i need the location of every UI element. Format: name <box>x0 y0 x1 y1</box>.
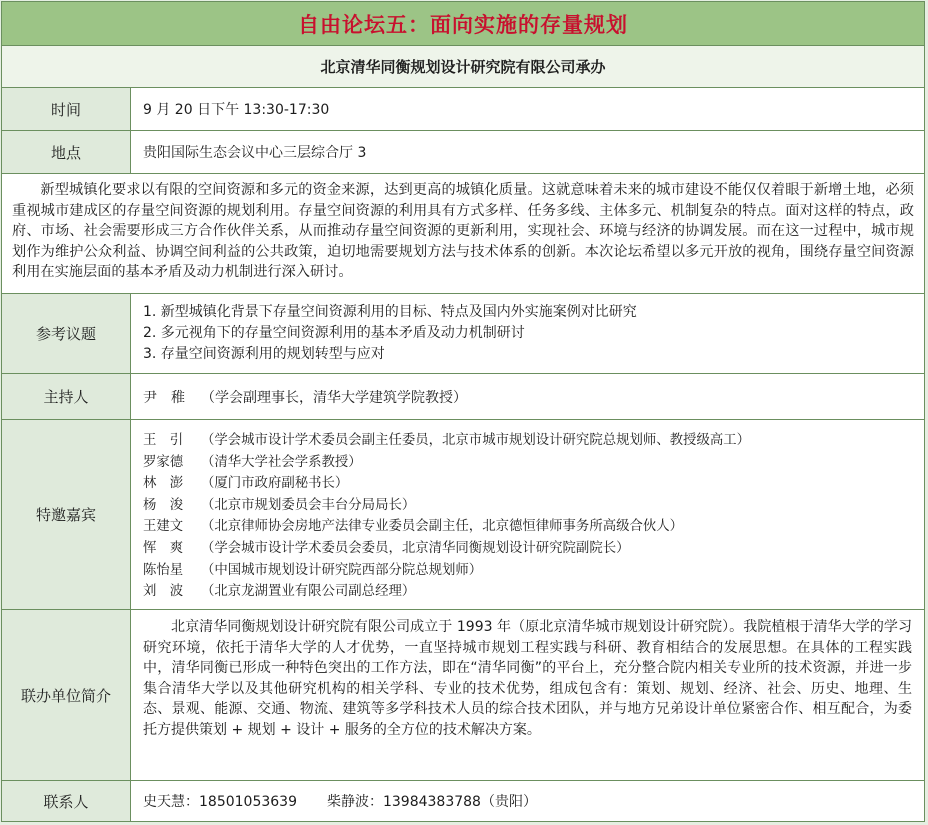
guest-role: （北京龙湖置业有限公司副总经理） <box>201 584 416 600</box>
guest-name: 杨 浚 <box>143 497 184 513</box>
guest-item <box>143 581 912 603</box>
host-role: （学会副理事长，清华大学建筑学院教授） <box>201 389 467 406</box>
guest-name: 王 引 <box>143 433 184 448</box>
guest-item <box>143 516 912 538</box>
intro-row <box>2 610 924 781</box>
host-name: 尹 稚 <box>143 389 185 406</box>
time-row <box>2 88 924 131</box>
venue-value: 贵阳国际生态会议中心三层综合厅 3 <box>131 131 924 173</box>
guest-role: （北京律师协会房地产法律专业委员会副主任，北京德恒律师事务所高级合伙人） <box>201 519 684 535</box>
guest-name: 陈怡星 <box>143 562 184 578</box>
guests-list <box>131 420 924 609</box>
contact-row <box>2 781 924 821</box>
intro-label: 联办单位简介 <box>2 610 131 780</box>
guests-row <box>2 420 924 610</box>
guest-item <box>143 495 912 517</box>
guest-item <box>143 560 912 582</box>
guest-role: （厦门市政府副秘书长） <box>201 476 349 492</box>
topic-item: 1. 新型城镇化背景下存量空间资源利用的目标、特点及国内外实施案例对比研究 <box>143 304 637 320</box>
guest-role: （学会城市设计学术委员会委员，北京清华同衡规划设计研究院副院长） <box>201 540 630 556</box>
forum-title: 自由论坛五：面向实施的存量规划 <box>2 2 924 46</box>
guest-name: 罗家德 <box>143 454 184 470</box>
topics-list <box>131 294 924 373</box>
topics-row <box>2 294 924 374</box>
host-value <box>131 374 924 419</box>
guests-label: 特邀嘉宾 <box>2 420 131 609</box>
contact-person-2: 柴静波：13984383788（贵阳） <box>326 794 537 810</box>
topic-item: 3. 存量空间资源利用的规划转型与应对 <box>143 346 385 362</box>
guest-role: （中国城市规划设计研究院西部分院总规划师） <box>201 562 483 578</box>
contact-value <box>131 781 924 821</box>
forum-description: 新型城镇化要求以有限的空间资源和多元的资金来源，达到更高的城镇化质量。这就意味着未来的城市建设不能仅仅着眼于新增土地，必须重视城市建成区的存量空间资源的规划利用。存量空间资源的利用具有方式多样、任务多线、主体多元、机制复杂的特点。面对这样的特点，政府、市场、社会需要形成三方合作伙伴关系，从而推动存量空间资源的更新利用，实现社会、环境与经济的协调发展。而在这一过程中，城市规划作为维护公众利益、协调空间利益的公共政策，迫切地需要规划方法与技术体系的创新。本次论坛希望以多元开放的视角，围绕存量空间资源利用在实施层面的基本矛盾及动力机制进行深入研讨。 <box>2 174 924 294</box>
guest-role: （学会城市设计学术委员会副主任委员，北京市城市规划设计研究院总规划师、教授级高工） <box>201 433 751 448</box>
guest-name: 王建文 <box>143 519 184 535</box>
time-label: 时间 <box>2 88 131 130</box>
host-label: 主持人 <box>2 374 131 419</box>
topic-item: 2. 多元视角下的存量空间资源利用的基本矛盾及动力机制研讨 <box>143 325 525 341</box>
venue-label: 地点 <box>2 131 131 173</box>
time-value: 9 月 20 日下午 13:30-17:30 <box>131 88 924 130</box>
guest-role: （清华大学社会学系教授） <box>201 454 362 470</box>
topics-label: 参考议题 <box>2 294 131 373</box>
guest-item <box>143 452 912 474</box>
guest-item <box>143 538 912 560</box>
contact-person-1: 史天慧：18501053639 <box>143 794 297 810</box>
host-row <box>2 374 924 420</box>
guest-item <box>143 473 912 495</box>
guest-name: 刘 波 <box>143 584 184 600</box>
forum-info-table <box>1 1 925 822</box>
guest-item <box>143 430 912 452</box>
guest-name: 林 澎 <box>143 476 184 492</box>
contact-label: 联系人 <box>2 781 131 821</box>
guest-role: （北京市规划委员会丰台分局局长） <box>201 497 416 513</box>
organizer-line: 北京清华同衡规划设计研究院有限公司承办 <box>2 46 924 88</box>
guest-name: 恽 爽 <box>143 540 184 556</box>
intro-text: 北京清华同衡规划设计研究院有限公司成立于 1993 年（原北京清华城市规划设计研究院）。我院植根于清华大学的学习研究环境，依托于清华大学的人才优势，一直坚持城市规划工程实践与科研、教育相结合的发展思想。在具体的工程实践中，清华同衡已形成一种特色突出的工作方法，即在“清华同衡”的平台上，充分整合院内相关专业所的技术资源，并进一步集合清华大学以及其他研究机构的相关学科、专业的技术优势，组成包含有：策划、规划、经济、社会、历史、地理、生态、景观、能源、交通、物流、建筑等多学科技术人员的综合技术团队，并与地方兄弟设计单位紧密合作、相互配合，为委托方提供策划 + 规划 + 设计 + 服务的全方位的技术解决方案。 <box>131 610 924 780</box>
venue-row <box>2 131 924 174</box>
